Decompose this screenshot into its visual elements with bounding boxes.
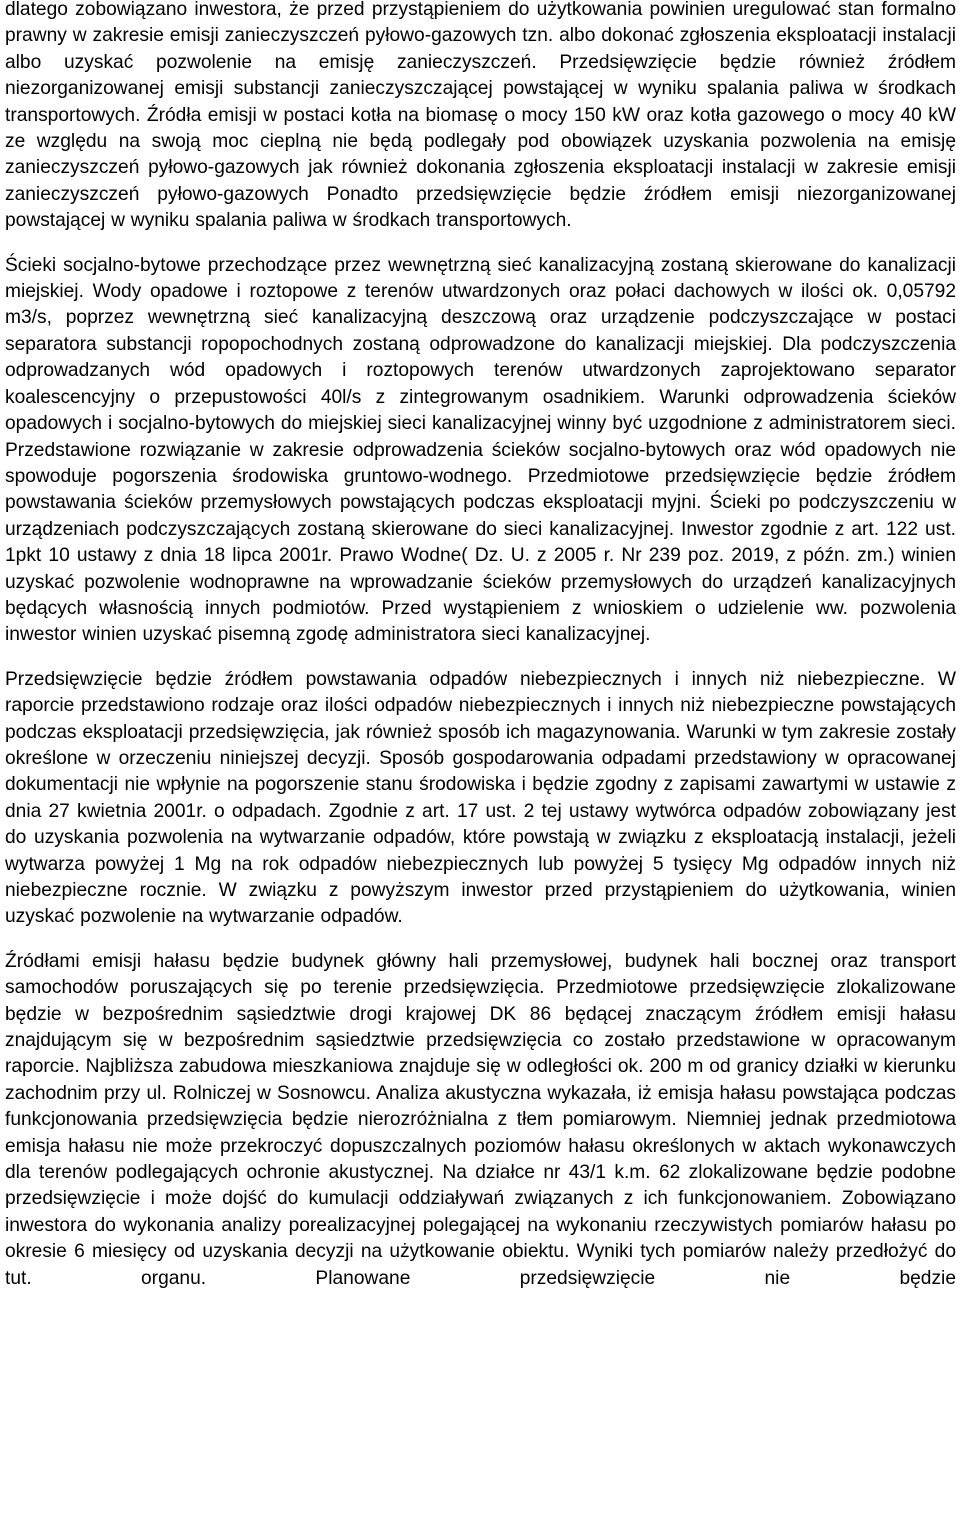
sentence: Niemniej jednak przedmiotowa emisja hałasu nie może przekroczyć dopuszczalnych poziomów hałasu określonych w aktach wykonawczych dla terenów podlegających ochronie akustycznej. — [5, 1109, 956, 1184]
sentence: Inwestor zgodnie z art. 122 ust. 1pkt 10 ustawy z dnia 18 lipca 2001r. Prawo Wodne( Dz. U. z 2005 r. Nr 239 poz. 2019, z późn. zm.) winien uzyskać pozwolenie wodnoprawne na wprowadzanie ścieków przemysłowych do urządzeń kanalizacyjnych będących własnością innych podmiotów. — [5, 518, 956, 619]
sentence: Ścieki socjalno-bytowe przechodzące przez wewnętrzną sieć kanalizacyjną zostaną skierowane do kanalizacji miejskiej. — [5, 254, 956, 303]
sentence: W raporcie przedstawiono rodzaje oraz ilości odpadów niebezpiecznych i innych niż niebezpieczne powstających podczas eksploatacji przedsięwzięcia, jak również sposób ich magazynowania. — [5, 668, 956, 743]
sentence: Przed wystąpieniem z wnioskiem o udzielenie ww. pozwolenia inwestor winien uzyskać pisemną zgodę administratora sieci kanalizacyjnej. — [5, 597, 956, 646]
sentence: Przedsięwzięcie będzie źródłem powstawania odpadów niebezpiecznych i innych niż niebezpieczne. — [5, 668, 926, 690]
sentence: Analiza akustyczna wykazała, iż emisja hałasu powstająca podczas funkcjonowania przedsięwzięcia będzie nierozróżnialna z tłem pomiarowym. — [5, 1082, 956, 1131]
sentence: Dla podczyszczenia odprowadzanych wód opadowych i roztopowych terenów utwardzonych zaprojektowano separator koalescencyjny o przepustowości 40l/s z zintegrowanym osadnikiem. — [5, 333, 956, 408]
sentence: Najbliższa zabudowa mieszkaniowa znajduje się w odległości ok. 200 m od granicy działki w kierunku zachodnim przy ul. Rolniczej w Sosnowcu. — [5, 1056, 956, 1104]
sentence: Przedstawione rozwiązanie w zakresie odprowadzenia ścieków socjalno-bytowych oraz wód opadowych nie spowoduje pogorszenia środowiska gruntowo-wodnego. — [5, 439, 956, 487]
paragraph-air-emissions — [5, 0, 956, 235]
paragraph-waste — [5, 667, 956, 931]
sentence: Zobowiązano inwestora do wykonania analizy porealizacyjnej polegającej na wykonaniu rzeczywistych pomiarów hałasu po okresie 6 miesięcy od uzyskania decyzji na użytkowanie obiektu. — [5, 1188, 956, 1263]
sentence: Wody opadowe i roztopowe z terenów utwardzonych oraz połaci dachowych w ilości ok. 0,05792 m3/s, poprzez wewnętrzną sieć kanalizacyjną deszczową oraz urządzenie podczyszczające w postaci separatora substancji ropopochodnych zostaną odprowadzone do kanalizacji miejskiej. — [5, 281, 956, 355]
sentence: Warunki w tym zakresie zostały określone w orzeczeniu niniejszej decyzji. — [5, 721, 956, 769]
sentence: Źródła emisji w postaci kotła na biomasę o mocy 150 kW oraz kotła gazowego o mocy 40 kW ze względu na swoją moc cieplną nie będą podlegały pod obowiązek uzyskania pozwolenia na emisję zanieczyszczeń pyłowo-gazowych jak również dokonania zgłoszenia eksploatacji instalacji w zakresie emisji zanieczyszczeń pyłowo-gazowych Ponadto przedsięwzięcie będzie źródłem emisji niezorganizowanej powstającej w wyniku spalania paliwa w środkach transportowych. — [5, 104, 956, 232]
sentence: Zgodnie z art. 17 ust. 2 tej ustawy wytwórca odpadów zobowiązany jest do uzyskania pozwolenia na wytwarzanie odpadów, które powstają w związku z eksploatacją instalacji, jeżeli wytwarza powyżej 1 Mg na rok odpadów niebezpiecznych lub powyżej 5 tysięcy Mg odpadów innych niż niebezpieczne rocznie. — [5, 800, 957, 901]
sentence: Źródłami emisji hałasu będzie budynek główny hali przemysłowej, budynek hali bocznej oraz transport samochodów poruszających się po terenie przedsięwzięcia. — [5, 950, 956, 999]
sentence: Warunki odprowadzenia ścieków opadowych i socjalno-bytowych do miejskiej sieci kanalizacyjnej winny być uzgodnione z administratorem sieci. — [5, 386, 956, 435]
sentence: Przedsięwzięcie będzie również źródłem niezorganizowanej emisji substancji zanieczyszczającej powstającej w wyniku spalania paliwa w środkach transportowych. — [5, 51, 957, 126]
sentence: Przedmiotowe przedsięwzięcie będzie źródłem powstawania ścieków przemysłowych powstających podczas eksploatacji myjni. — [5, 465, 956, 514]
sentence: Na działce nr 43/1 k.m. 62 zlokalizowane będzie podobne przedsięwzięcie i może dojść do kumulacji oddziaływań związanych z ich funkcjonowaniem. — [5, 1162, 956, 1210]
sentence: Planowane przedsięwzięcie nie będzie — [206, 1267, 956, 1289]
sentence: Przedmiotowe przedsięwzięcie zlokalizowane będzie w bezpośrednim sąsiedztwie drogi krajowej DK 86 będącej znaczącym źródłem emisji hałasu znajdującym się w bezpośrednim sąsiedztwie przedsięwzięcia co zostało przedstawione w opracowanym raporcie. — [5, 977, 956, 1078]
paragraph-wastewater — [5, 253, 956, 649]
sentence: Ścieki po podczyszczeniu w urządzeniach podczyszczających zostaną skierowane do sieci kanalizacyjnej. — [5, 492, 957, 540]
sentence: W związku z powyższym inwestor przed przystąpieniem do użytkowania, winien uzyskać pozwolenie na wytwarzanie odpadów. — [5, 880, 956, 928]
sentence: Wyniki tych pomiarów należy przedłożyć do tut. organu. — [5, 1241, 956, 1289]
sentence: dlatego zobowiązano inwestora, że przed przystąpieniem do użytkowania powinien uregulować stan formalno prawny w zakresie emisji zanieczyszczeń pyłowo-gazowych tzn. albo dokonać zgłoszenia eksploatacji instalacji albo uzyskać pozwolenie na emisję zanieczyszczeń. — [5, 0, 956, 73]
sentence: Sposób gospodarowania odpadami przedstawiony w opracowanej dokumentacji nie wpłynie na pogorszenie stanu środowiska i będzie zgodny z zapisami zawartymi w ustawie z dnia 27 kwietnia 2001r. o odpadach. — [5, 747, 956, 822]
paragraph-noise — [5, 949, 956, 1292]
